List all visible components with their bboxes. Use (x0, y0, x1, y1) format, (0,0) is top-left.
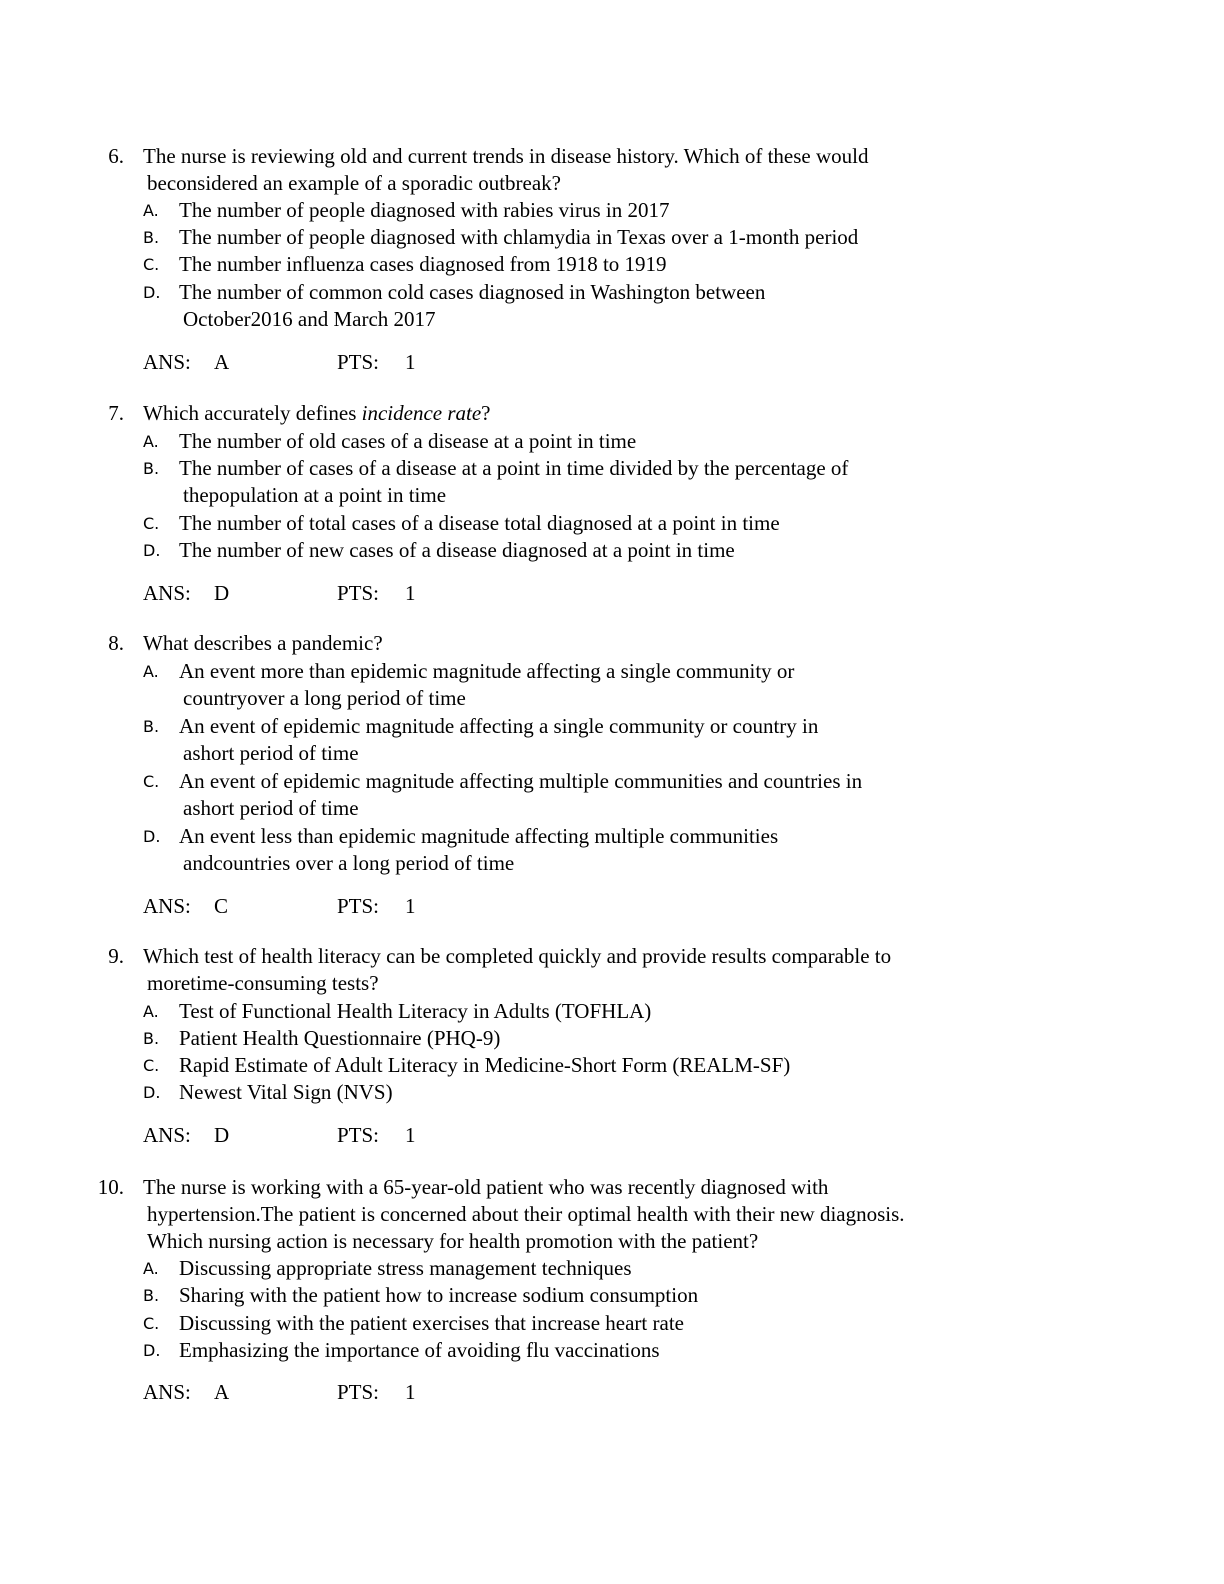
option-a (143, 658, 794, 712)
option-text-cont: ashort period of time (183, 741, 359, 765)
option-b (143, 713, 818, 767)
option-text: The number of people diagnosed with rabies virus in 2017 (179, 198, 670, 222)
option-text: The number influenza cases diagnosed from 1918 to 1919 (179, 252, 667, 276)
option-text: An event more than epidemic magnitude affecting a single community or (179, 659, 795, 683)
option-text: The number of old cases of a disease at a point in time (179, 429, 637, 453)
ans-value: A (214, 350, 230, 374)
ans-label: ANS: (143, 350, 191, 374)
ans-value: D (214, 581, 230, 605)
option-letter: A. (143, 432, 159, 451)
option-text: The number of common cold cases diagnosed in Washington between (179, 280, 766, 304)
option-a (143, 998, 651, 1025)
pts-label: PTS: (337, 894, 380, 918)
option-letter: B. (143, 459, 160, 478)
option-letter: C. (143, 1056, 160, 1075)
pts-label: PTS: (337, 1380, 380, 1404)
option-letter: D. (143, 1083, 161, 1102)
option-c (143, 1052, 790, 1079)
option-letter: C. (143, 772, 160, 791)
stem-line: The nurse is reviewing old and current trends in disease history. Which of these would (143, 144, 869, 168)
option-letter: B. (143, 1029, 160, 1048)
option-b (143, 224, 858, 251)
question-stem (143, 943, 1023, 997)
option-text: An event of epidemic magnitude affecting multiple communities and countries in (179, 769, 863, 793)
option-text-cont: thepopulation at a point in time (183, 483, 447, 507)
stem-line: moretime-consuming tests? (147, 971, 379, 995)
option-text: Sharing with the patient how to increase sodium consumption (179, 1283, 699, 1307)
question-stem (143, 630, 1023, 657)
pts-value: 1 (405, 350, 416, 374)
ans-label: ANS: (143, 894, 191, 918)
pts-label: PTS: (337, 581, 380, 605)
option-letter: B. (143, 228, 160, 247)
ans-value: A (214, 1380, 230, 1404)
pts-value: 1 (405, 1380, 416, 1404)
ans-label: ANS: (143, 1380, 191, 1404)
option-c (143, 251, 667, 278)
option-d (143, 1337, 660, 1364)
option-letter: B. (143, 1286, 160, 1305)
question-number: 6. (108, 144, 124, 168)
option-text: The number of cases of a disease at a point in time divided by the percentage of (179, 456, 849, 480)
pts-value: 1 (405, 894, 416, 918)
option-a (143, 197, 669, 224)
option-text: The number of total cases of a disease total diagnosed at a point in time (179, 511, 780, 535)
option-letter: B. (143, 717, 160, 736)
option-c (143, 1310, 684, 1337)
option-text: Discussing appropriate stress management techniques (179, 1256, 632, 1280)
option-d (143, 537, 735, 564)
question-number: 8. (108, 631, 124, 655)
question-number: 10. (97, 1175, 124, 1199)
option-b (143, 1282, 698, 1309)
option-a (143, 428, 636, 455)
question-stem (143, 400, 1023, 427)
option-a (143, 1255, 632, 1282)
option-letter: D. (143, 283, 161, 302)
option-letter: D. (143, 827, 161, 846)
stem-line: Which nursing action is necessary for health promotion with the patient? (147, 1229, 759, 1253)
option-text: Rapid Estimate of Adult Literacy in Medicine-Short Form (REALM-SF) (179, 1053, 791, 1077)
question-number: 7. (108, 401, 124, 425)
question-stem (143, 1174, 1023, 1255)
option-text-cont: October2016 and March 2017 (183, 307, 436, 331)
pts-label: PTS: (337, 1123, 380, 1147)
stem-text-end: ? (481, 401, 491, 425)
question-stem (143, 143, 1023, 197)
option-d (143, 279, 765, 333)
stem-emphasis: incidence rate (361, 401, 482, 425)
option-letter: C. (143, 255, 160, 274)
stem-line: What describes a pandemic? (143, 631, 383, 655)
option-text-cont: ashort period of time (183, 796, 359, 820)
stem-line: beconsidered an example of a sporadic outbreak? (147, 171, 561, 195)
question-number: 9. (108, 944, 124, 968)
option-d (143, 1079, 393, 1106)
stem-text: Which accurately defines (143, 401, 362, 425)
option-letter: A. (143, 201, 159, 220)
stem-line: Which test of health literacy can be completed quickly and provide results comparable to (143, 944, 892, 968)
option-letter: D. (143, 541, 161, 560)
option-b (143, 1025, 500, 1052)
option-text: Discussing with the patient exercises that increase heart rate (179, 1311, 684, 1335)
ans-value: C (214, 894, 229, 918)
option-text: Emphasizing the importance of avoiding flu vaccinations (179, 1338, 660, 1362)
option-text: Patient Health Questionnaire (PHQ-9) (179, 1026, 501, 1050)
option-letter: D. (143, 1341, 161, 1360)
pts-value: 1 (405, 581, 416, 605)
option-b (143, 455, 848, 509)
option-letter: A. (143, 662, 159, 681)
option-text: Newest Vital Sign (NVS) (179, 1080, 393, 1104)
option-text-cont: andcountries over a long period of time (183, 851, 515, 875)
option-text: An event of epidemic magnitude affecting a single community or country in (179, 714, 819, 738)
option-letter: C. (143, 1314, 160, 1333)
option-text: The number of new cases of a disease diagnosed at a point in time (179, 538, 735, 562)
pts-value: 1 (405, 1123, 416, 1147)
pts-label: PTS: (337, 350, 380, 374)
ans-value: D (214, 1123, 230, 1147)
stem-line: The nurse is working with a 65-year-old patient who was recently diagnosed with (143, 1175, 829, 1199)
option-text-cont: countryover a long period of time (183, 686, 466, 710)
option-letter: A. (143, 1002, 159, 1021)
option-c (143, 768, 862, 822)
option-letter: C. (143, 514, 160, 533)
option-text: Test of Functional Health Literacy in Adults (TOFHLA) (179, 999, 652, 1023)
ans-label: ANS: (143, 581, 191, 605)
option-text: The number of people diagnosed with chlamydia in Texas over a 1-month period (179, 225, 859, 249)
option-text: An event less than epidemic magnitude affecting multiple communities (179, 824, 779, 848)
ans-label: ANS: (143, 1123, 191, 1147)
option-d (143, 823, 778, 877)
stem-line: hypertension.The patient is concerned about their optimal health with their new diagnosis. (147, 1202, 905, 1226)
option-letter: A. (143, 1259, 159, 1278)
option-c (143, 510, 780, 537)
